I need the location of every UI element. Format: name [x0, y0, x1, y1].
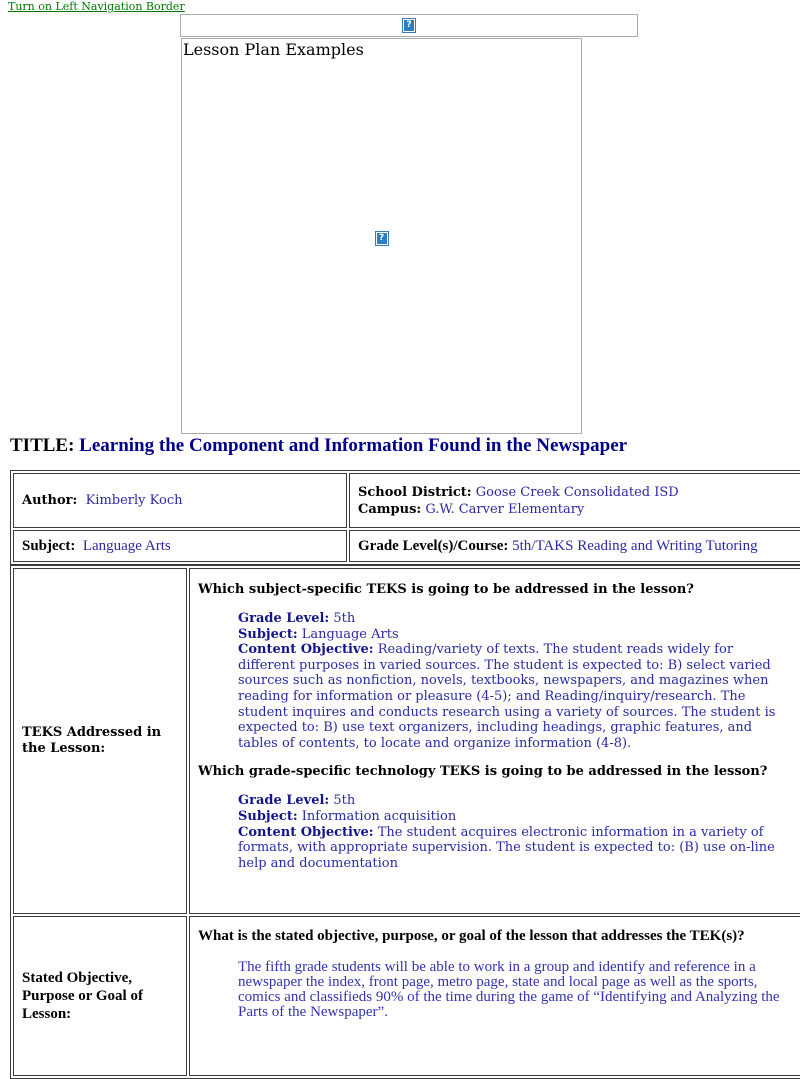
subject-value: Information acquisition — [301, 808, 457, 824]
author-value: Kimberly Koch — [85, 493, 183, 508]
teks-question-2: Which grade-specific technology TEKS is going to be addressed in the lesson? — [198, 764, 768, 780]
teks-row-label: TEKS Addressed in the Lesson: — [22, 725, 162, 756]
teks-block-2 — [238, 793, 778, 871]
broken-image-icon: ? — [375, 231, 389, 246]
stated-objective-row-label: Stated Objective, Purpose or Goal of Lesson: — [22, 970, 143, 1022]
table-row-subject — [13, 530, 800, 562]
district-cell — [349, 473, 800, 528]
frame-title: Lesson Plan Examples — [183, 40, 364, 59]
author-cell — [13, 473, 347, 528]
teks-block-1 — [238, 611, 778, 751]
toggle-left-nav-link[interactable]: Turn on Left Navigation Border — [8, 0, 185, 13]
subject-value: Language Arts — [301, 626, 399, 642]
stated-objective-label-cell — [13, 916, 187, 1076]
grade-level-label: Grade Level(s)/Course: — [358, 537, 509, 554]
content-objective-text: Reading/variety of texts. The student reads widely for different purposes in varied sources. The student is expected to: B) select varied sources such as nonfiction, novels, textbooks, newspapers, and magazines when reading for information or pleasure (4-5); and Reading/inquiry/research. The student inquires and conducts research using a variety of sources. The student is expected to: B) use text organizers, including headings, graphic features, and tables of contents, to locate and organize information (4-8). — [238, 642, 776, 751]
table-row-author — [13, 473, 800, 528]
grade-level-cell — [349, 530, 800, 562]
table-row-teks — [13, 568, 800, 914]
content-objective-text: The student acquires electronic information in a variety of formats, with appropriate supervision. The student is expected to: (B) use on-line help and documentation — [238, 824, 775, 871]
stated-objective-content-cell — [189, 916, 800, 1076]
district-label: School District: — [358, 484, 472, 500]
district-value: Goose Creek Consolidated ISD — [475, 484, 679, 500]
table-row-stated-objective — [13, 916, 800, 1076]
subject-label: Subject: — [22, 537, 76, 554]
top-banner-frame — [180, 14, 638, 37]
page-title — [10, 435, 627, 457]
campus-label: Campus: — [358, 501, 422, 517]
grade-level-value: 5th — [333, 611, 356, 626]
content-objective-label: Content Objective: — [238, 642, 374, 658]
lesson-plan-frame — [181, 38, 582, 434]
stated-objective-text: The fifth grade students will be able to work in a group and identify and reference in a newspaper the index, front page, metro page, state and local page as well as the sports, comics and classifieds 90% of the time during the game of “Identifying and Analyzing the Parts of the Newspaper”. — [238, 959, 780, 1020]
broken-image-icon: ? — [402, 18, 416, 33]
stated-objective-question: What is the stated objective, purpose, or goal of the lesson that addresses the TEK(s)? — [198, 928, 745, 944]
subject-label: Subject: — [238, 808, 298, 824]
subject-cell — [13, 530, 347, 562]
info-table — [10, 470, 800, 565]
grade-level-value: 5th — [333, 793, 356, 809]
grade-level-label: Grade Level: — [238, 611, 330, 626]
grade-level-label: Grade Level: — [238, 793, 330, 809]
lesson-plan-tables — [10, 470, 800, 1079]
teks-question-1: Which subject-specific TEKS is going to be addressed in the lesson? — [198, 582, 694, 597]
teks-table — [10, 565, 800, 1079]
author-label: Author: — [22, 493, 78, 508]
grade-level-value: 5th/TAKS Reading and Writing Tutoring — [512, 537, 758, 554]
teks-row-label-cell — [13, 568, 187, 914]
campus-value: G.W. Carver Elementary — [425, 501, 585, 517]
teks-content-cell — [189, 568, 800, 914]
subject-label: Subject: — [238, 626, 298, 642]
title-label: TITLE: — [10, 435, 75, 456]
subject-value: Language Arts — [82, 537, 171, 554]
title-text: Learning the Component and Information Found in the Newspaper — [79, 435, 628, 456]
content-objective-label: Content Objective: — [238, 824, 374, 840]
